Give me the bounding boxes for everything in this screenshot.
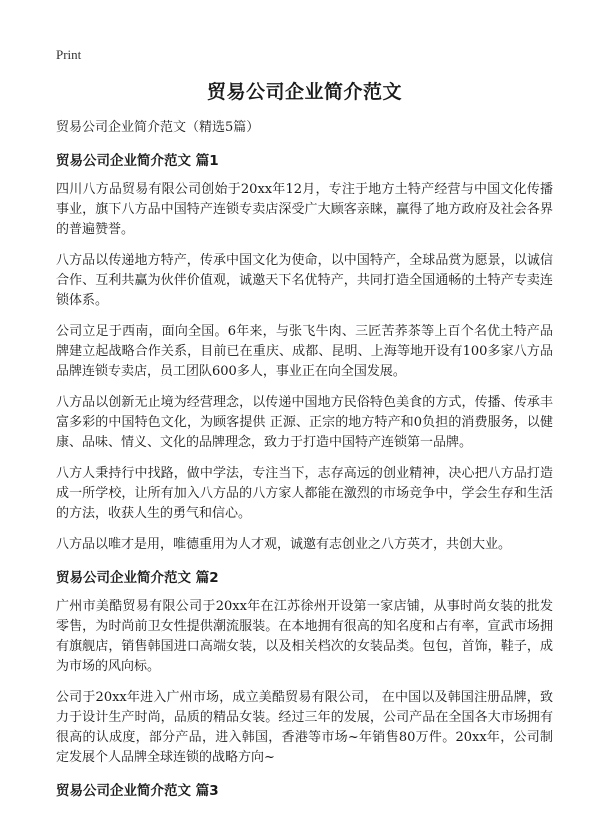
paragraph: 八方品以创新无止境为经营理念，以传递中国地方民俗特色美食的方式，传播、传承丰富多彩的中国特色文化，为顾客提供 正源、正宗的地方特产和0负担的消费服务，以健康、品味、情义、文化的品牌理念，致力于打造中国特产连锁第一品牌。 xyxy=(56,395,553,450)
section-heading: 贸易公司企业简介范文 篇3 xyxy=(56,783,219,799)
section-1 xyxy=(56,151,553,555)
page-title: 贸易公司企业简介范文 xyxy=(206,81,402,103)
section-heading: 贸易公司企业简介范文 篇2 xyxy=(56,570,219,586)
section-3 xyxy=(56,781,553,801)
paragraph: 公司立足于西南，面向全国。6年来，与张飞牛肉、三匠苦荞茶等上百个名优土特产品牌建立起战略合作关系，目前已在重庆、成都、昆明、上海等地开设有100多家八方品品牌连锁专卖店，员工团队600多人，事业正在向全国发展。 xyxy=(56,324,553,379)
paragraph: 广州市美酷贸易有限公司于20xx年在江苏徐州开设第一家店铺，从事时尚女装的批发零售，为时尚前卫女性提供潮流服装。在本地拥有很高的知名度和占有率，宣武市场拥有旗舰店，销售韩国进口高端女装，以及相关档次的女装品类。包包，首饰，鞋子，成为市场的风向标。 xyxy=(56,599,553,674)
paragraph: 八方人秉持行中找路，做中学法，专注当下，志存高远的创业精神，决心把八方品打造成一所学校，让所有加入八方品的八方家人都能在激烈的市场竞争中，学会生存和生活的方法，收获人生的勇气和信心。 xyxy=(56,466,553,521)
section-heading: 贸易公司企业简介范文 篇1 xyxy=(56,153,219,169)
document-subtitle: 贸易公司企业简介范文（精选5篇） xyxy=(56,120,260,135)
print-link[interactable]: Print xyxy=(56,47,82,62)
paragraph: 八方品以唯才是用，唯德重用为人才观，诚邀有志创业之八方英才，共创大业。 xyxy=(56,537,512,552)
paragraph: 公司于20xx年进入广州市场，成立美酷贸易有限公司， 在中国以及韩国注册品牌，致力于设计生产时尚，品质的精品女装。经过三年的发展，公司产品在全国各大市场拥有很高的认成度，部分产品，进入韩国，香港等市场~年销售80万件。20xx年，公司制定发展个人品牌全球连锁的战略方向~ xyxy=(56,690,553,765)
section-2 xyxy=(56,568,553,768)
paragraph: 八方品以传递地方特产，传承中国文化为使命，以中国特产，全球品赏为愿景，以诚信合作、互利共赢为伙伴价值观，诚邀天下名优特产，共同打造全国通畅的土特产专卖连锁体系。 xyxy=(56,253,553,308)
paragraph: 四川八方品贸易有限公司创始于20xx年12月，专注于地方土特产经营与中国文化传播事业，旗下八方品中国特产连锁专卖店深受广大顾客亲睐，赢得了地方政府及社会各界的普遍赞誉。 xyxy=(56,182,553,237)
